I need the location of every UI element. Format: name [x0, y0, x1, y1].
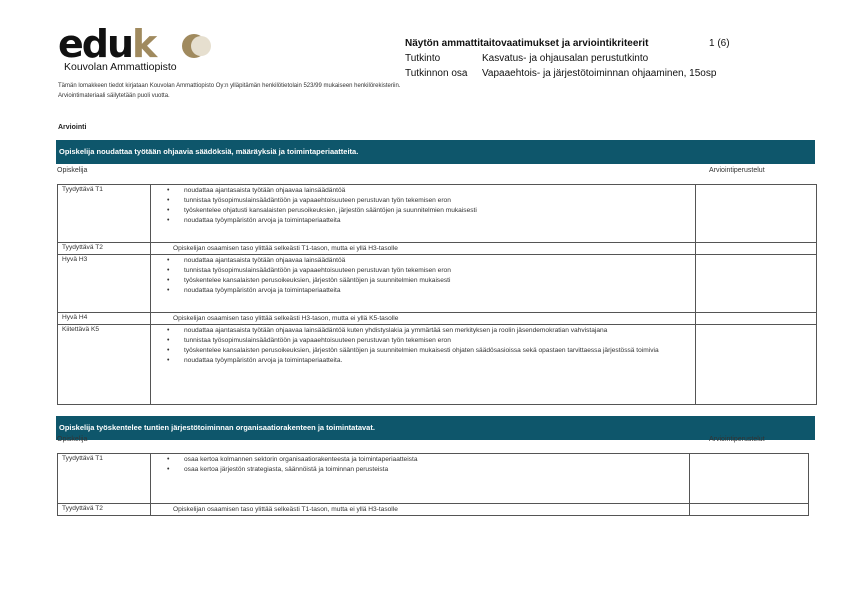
- criterion-item: • työskentelee kansalaisten perusoikeuksien, järjestön sääntöjen ja suunnitelmien mukaisesti: [170, 276, 691, 286]
- eduko-logo: [58, 24, 218, 74]
- assessment-notes-cell[interactable]: [690, 454, 809, 504]
- level-cell: Tyydyttävä T1: [58, 185, 151, 243]
- page-number: 1 (6): [709, 38, 730, 49]
- description-cell: [151, 504, 690, 516]
- logo-word-gold: k: [132, 22, 156, 66]
- level-cell: Tyydyttävä T2: [58, 243, 151, 255]
- criterion-banner-2: Opiskelija työskentelee tuntien järjestötoiminnan organisaatiorakenteen ja toimintatavat.: [56, 416, 815, 440]
- description-cell: [151, 185, 696, 243]
- level-description: Opiskelijan osaamisen taso ylittää selkeästi T1-tason, mutta ei yllä H3-tasolle: [173, 506, 398, 513]
- level-cell: Hyvä H4: [58, 313, 151, 325]
- tutkinnon-osa-value: Vapaaehtois- ja järjestötoiminnan ohjaaminen, 15osp: [482, 68, 717, 79]
- criterion-banner-1: Opiskelija noudattaa työtään ohjaavia säädöksiä, määräyksiä ja toimintaperiaatteita.: [56, 140, 815, 164]
- assessment-notes-cell[interactable]: [696, 243, 817, 255]
- criterion-item: • tunnistaa työsopimuslainsäädäntöön ja vapaaehtoisuuteen perustuvan työn tekemisen eron: [170, 196, 691, 206]
- section-label: Arviointi: [58, 124, 87, 131]
- tutkinto-label: Tutkinto: [405, 53, 441, 64]
- table-row: [58, 185, 817, 243]
- criterion-item: • noudattaa ajantasaista työtään ohjaavaa lainsäädäntöä kuten yhdistyslakia ja ymmärtää sen merkityksen ja roolin jäsendemokratian vahvistajana: [170, 326, 691, 336]
- level-cell: Hyvä H3: [58, 255, 151, 313]
- table-row: [58, 325, 817, 405]
- column-header-opiskelija: Opiskelija: [57, 436, 88, 443]
- column-header-arviointiperustelut: Arviointiperustelut: [709, 436, 765, 443]
- table-row: [58, 504, 809, 516]
- criterion-item: • osaa kertoa kolmannen sektorin organisaatiorakenteesta ja toimintaperiaatteista: [170, 455, 685, 465]
- level-cell: Tyydyttävä T2: [58, 504, 151, 516]
- table-row: [58, 454, 809, 504]
- document-title: Näytön ammattitaitovaatimukset ja arviointikriteerit: [405, 38, 649, 49]
- assessment-notes-cell[interactable]: [696, 313, 817, 325]
- tutkinnon-osa-label: Tutkinnon osa: [405, 68, 468, 79]
- description-cell: [151, 454, 690, 504]
- table-row: [58, 255, 817, 313]
- level-cell: Tyydyttävä T1: [58, 454, 151, 504]
- level-description: Opiskelijan osaamisen taso ylittää selkeästi H3-tason, mutta ei yllä K5-tasolle: [173, 315, 399, 322]
- description-cell: [151, 243, 696, 255]
- level-cell: Kiitettävä K5: [58, 325, 151, 405]
- assessment-notes-cell[interactable]: [690, 504, 809, 516]
- assessment-notes-cell[interactable]: [696, 185, 817, 243]
- assessment-notes-cell[interactable]: [696, 325, 817, 405]
- assessment-notes-cell[interactable]: [696, 255, 817, 313]
- criterion-item: • noudattaa työympäristön arvoja ja toimintaperiaatteita: [170, 216, 691, 226]
- document-header: [405, 36, 805, 81]
- logo-subtitle: Kouvolan Ammattiopisto: [64, 61, 177, 73]
- criterion-item: • noudattaa ajantasaista työtään ohjaavaa lainsäädäntöä: [170, 256, 691, 266]
- criteria-table-2: [57, 453, 809, 516]
- criterion-item: • noudattaa ajantasaista työtään ohjaavaa lainsäädäntöä: [170, 186, 691, 196]
- tutkinto-value: Kasvatus- ja ohjausalan perustutkinto: [482, 53, 649, 64]
- criterion-item: • noudattaa työympäristön arvoja ja toimintaperiaatteita.: [170, 356, 691, 366]
- criterion-item: • noudattaa työympäristön arvoja ja toimintaperiaatteita: [170, 286, 691, 296]
- description-cell: [151, 325, 696, 405]
- description-cell: [151, 313, 696, 325]
- criterion-item: • työskentelee kansalaisten perusoikeuksien, järjestön sääntöjen ja suunnitelmien mukaisesti ohjaten säädösasioissa sekä opastaen tarvittaessa järjestössä toimivia: [170, 346, 691, 356]
- logo-circle-inner-icon: [191, 36, 211, 56]
- table-row: [58, 243, 817, 255]
- table-row: [58, 313, 817, 325]
- criterion-item: • tunnistaa työsopimuslainsäädäntöön ja vapaaehtoisuuteen perustuvan työn tekemisen eron: [170, 266, 691, 276]
- column-header-opiskelija: Opiskelija: [57, 167, 88, 174]
- logo-wordmark: [58, 24, 155, 64]
- logo-word-dark: edu: [58, 22, 133, 66]
- criterion-item: • osaa kertoa järjestön strategiasta, säännöistä ja toiminnan perusteista: [170, 465, 685, 475]
- level-description: Opiskelijan osaamisen taso ylittää selkeästi T1-tason, mutta ei yllä H3-tasolle: [173, 245, 398, 252]
- description-cell: [151, 255, 696, 313]
- criterion-item: • työskentelee ohjatusti kansalaisten perusoikeuksien, järjestön sääntöjen ja suunnitelmien mukaisesti: [170, 206, 691, 216]
- column-header-arviointiperustelut: Arviointiperustelut: [709, 167, 765, 174]
- privacy-note: Tämän lomakkeen tiedot kirjataan Kouvolan Ammattiopisto Oy:n ylläpitämän henkilötietolain 523/99 mukaiseen henkilörekisteriin. Arviointimateriaali säilytetään puoli vuotta.: [58, 83, 401, 99]
- criterion-item: • tunnistaa työsopimuslainsäädäntöön ja vapaaehtoisuuteen perustuvan työn tekemisen eron: [170, 336, 691, 346]
- criteria-table-1: [57, 184, 817, 405]
